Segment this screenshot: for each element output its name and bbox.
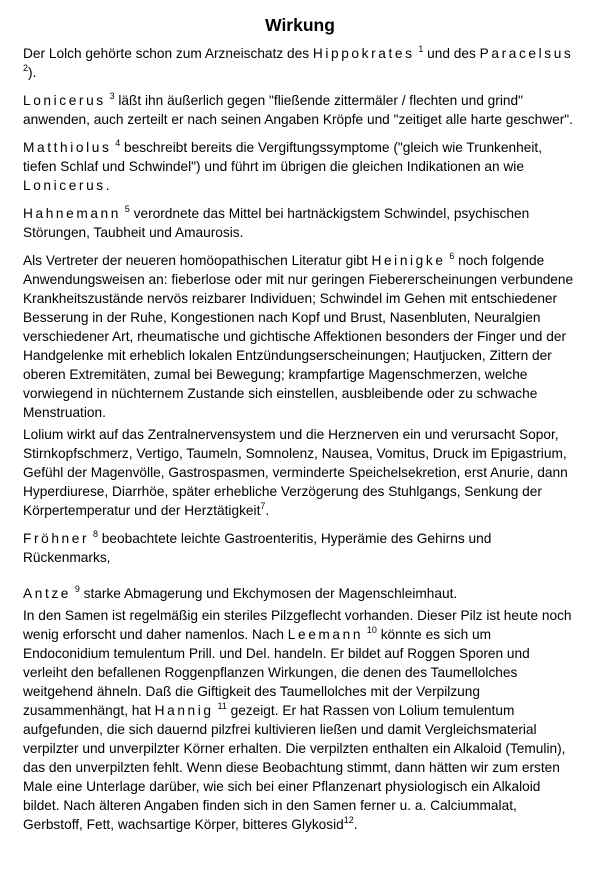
- author-name: Paracelsus: [479, 46, 574, 61]
- paragraph-hahnemann: [23, 204, 577, 242]
- author-name: Heinigke: [371, 253, 446, 268]
- page-title: Wirkung: [265, 15, 335, 35]
- footnote-ref[interactable]: 6: [449, 251, 455, 261]
- paragraph-text: könnte es sich um Endoconidium temulentum Prill. und Del. handeln. Er bildet auf Roggen Sporen und verleiht den befallenen Roggenpflanzen Wirkungen, die denen des Taumellolches weitgehend ähneln. Daß die Giftigkeit des Taumellolches mit der Verpilzung zusammenhängt, hat: [23, 627, 530, 718]
- paragraph-text: beschreibt bereits die Vergiftungssymptome ("gleich wie Trunkenheit, tiefen Schlaf und Schwindel") und führt im übrigen die gleichen Indikationen an wie: [23, 140, 542, 174]
- paragraph-antze: [23, 584, 577, 603]
- paragraph-lonicerus: [23, 91, 577, 129]
- paragraph-text: ).: [28, 65, 37, 80]
- footnote-ref[interactable]: 8: [92, 529, 98, 539]
- author-name: Matthiolus: [23, 140, 112, 155]
- paragraph-matthiolus: [23, 138, 577, 195]
- paragraph-text: Als Vertreter der neueren homöopathischen Literatur gibt: [23, 253, 372, 268]
- author-name: Lonicerus: [23, 93, 106, 108]
- author-name: Leemann: [287, 627, 364, 642]
- footnote-ref[interactable]: 1: [418, 44, 424, 54]
- author-name: Lonicerus: [23, 178, 106, 193]
- paragraph-text: verordnete das Mittel bei hartnäckigstem Schwindel, psychischen Störungen, Taubheit und Amaurosis.: [23, 206, 530, 240]
- paragraph-seeds: [23, 606, 577, 834]
- author-name: Fröhner: [23, 531, 90, 546]
- paragraph-text: Lolium wirkt auf das Zentralnervensystem und die Herznerven ein und verursacht Sopor, Stirnkopfschmerz, Vertigo, Taumeln, Somnolenz, Nausea, Vomitus, Druck im Epigastrium, Gefühl der Magenvölle, Gastrospasmen, verminderte Speichelsekretion, erst Anurie, dann Hyperdiurese, Diarrhöe, später erhebliche Verzögerung des Stuhlgangs, Senkung der Körpertemperatur und der Herztätigkeit: [23, 427, 568, 518]
- author-name: Hippokrates: [312, 46, 415, 61]
- footnote-ref[interactable]: 3: [109, 91, 115, 101]
- paragraph-froehner: [23, 529, 577, 567]
- paragraph-text: gezeigt. Er hat Rassen von Lolium temulentum aufgefunden, die sich dauernd pilzfrei kultivieren ließen und damit Vergleichsmaterial verpilzter und unverpilzter Körner erhalten. Die verpilzten enthalten ein Alkaloid (Temulin), das den unverpilzten fehlt. Wenn diese Beobachtung stimmt, dann hätten wir zum ersten Male eine Unterlage darüber, wie sich bei einer Pflanzenart physiologisch ein Alkaloid bildet. Nach älteren Angaben finden sich in den Samen ferner u. a. Calciummalat, Gerbstoff, Fett, wachsartige Körper, bitteres Glykosid: [23, 703, 566, 832]
- paragraph-text: .: [105, 178, 110, 193]
- paragraph-text: .: [353, 817, 358, 832]
- paragraph-text: läßt ihn äußerlich gegen "fließende zittermäler / flechten und grind" anwenden, auch zerteilt er nach seinen Angaben Kröpfe und "zeitiget alle harte geschwer".: [23, 93, 573, 127]
- author-name: Hannig: [154, 703, 214, 718]
- footnote-ref[interactable]: 11: [217, 701, 227, 711]
- paragraph-text: .: [265, 503, 270, 518]
- footnote-ref[interactable]: 2: [23, 63, 29, 73]
- author-name: Hahnemann: [23, 206, 121, 221]
- footnote-ref[interactable]: 10: [366, 625, 377, 635]
- footnote-ref[interactable]: 12: [343, 815, 354, 825]
- paragraph-heinigke: [23, 251, 577, 422]
- paragraph-text: beobachtete leichte Gastroenteritis, Hyperämie des Gehirns und Rückenmarks,: [23, 531, 492, 565]
- paragraph-text: und des: [423, 46, 480, 61]
- paragraph-text: noch folgende Anwendungsweisen an: fieberlose oder mit nur geringen Fiebererscheinungen verbundene Krankheitszustände nervös reizbarer Individuen; Schwindel im Gehen mit entschiedener Besserung in der Ruhe, Kongestionen nach Kopf und Brust, Nasenbluten, Neuralgien verschiedener Art, rheumatische und gichtische Affektionen besonders der Finger und der Handgelenke mit erheblich lokalen Entzündungserscheinungen; Hautjucken, Zittern der oberen Extremitäten, zumal bei Bewegung; krampfartige Magenschmerzen, welche vorwiegend in nüchternem Zustande sich einstellen, ausbleibende oder zu schwache Menstruation.: [23, 253, 574, 420]
- paragraph-text: starke Abmagerung und Ekchymosen der Magenschleimhaut.: [79, 586, 458, 601]
- author-name: Antze: [23, 586, 72, 601]
- paragraph-text: Der Lolch gehörte schon zum Arzneischatz des: [23, 46, 313, 61]
- footnote-ref[interactable]: 4: [115, 138, 121, 148]
- paragraph-lolium-effects: [23, 425, 577, 520]
- footnote-ref[interactable]: 5: [124, 204, 130, 214]
- footnote-ref[interactable]: 7: [260, 501, 266, 511]
- footnote-ref[interactable]: 9: [74, 584, 80, 594]
- paragraph-hippokrates: [23, 44, 577, 82]
- paragraph-text: In den Samen ist regelmäßig ein steriles Pilzgeflecht vorhanden. Dieser Pilz ist heute noch wenig erforscht und daher namenlos. Nach: [23, 608, 572, 642]
